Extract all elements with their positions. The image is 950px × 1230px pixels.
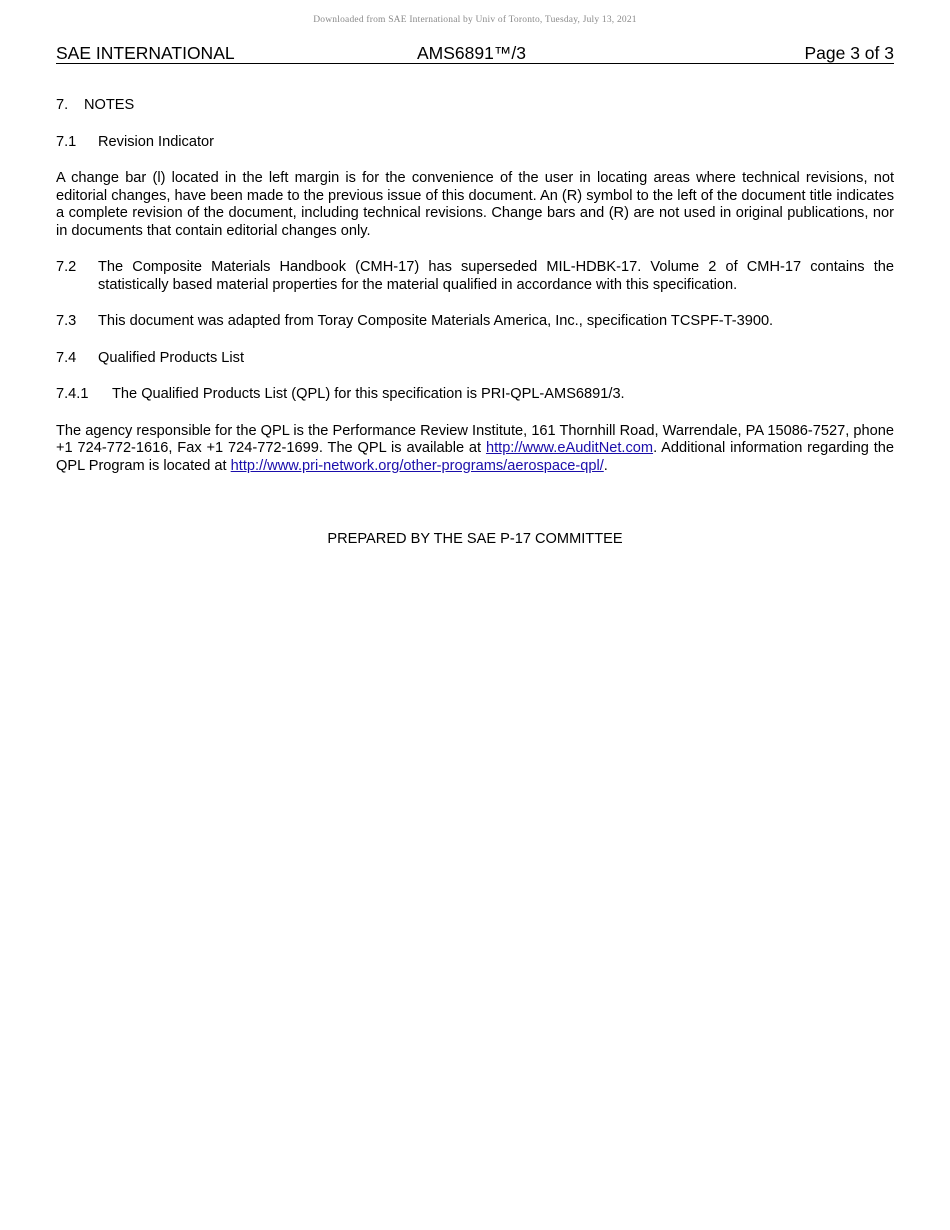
section-7-4-1-paragraph: The Qualified Products List (QPL) for this specification is PRI-QPL-AMS6891/3. (112, 386, 625, 402)
pri-qpl-program-link[interactable]: http://www.pri-network.org/other-programs/aerospace-qpl/ (230, 457, 604, 474)
header-document-number: AMS6891™/3 (417, 43, 526, 63)
agency-text-part-2: . Additional information regarding the QPL Program is located at (56, 440, 894, 474)
page-header (56, 43, 894, 64)
section-7-2-number: 7.2 (56, 259, 77, 275)
section-7-title: NOTES (84, 97, 135, 113)
section-7-1-heading (56, 134, 894, 152)
section-7-4-heading (56, 350, 894, 368)
section-7-number: 7. (56, 97, 69, 113)
section-7-4-1-number: 7.4.1 (56, 386, 89, 402)
section-7-4-title: Qualified Products List (98, 349, 245, 366)
section-7-3-paragraph: This document was adapted from Toray Composite Materials America, Inc., specification TCSPF-T-3900. (98, 313, 774, 329)
section-7-2 (56, 259, 894, 294)
section-7-1-number: 7.1 (56, 133, 77, 150)
header-organization: SAE INTERNATIONAL (56, 43, 235, 63)
section-7-2-paragraph: The Composite Materials Handbook (CMH-17) has superseded MIL-HDBK-17. Volume 2 of CMH-17 contains the statistically based material properties for the material qualified in accordance with this specification. (98, 259, 894, 293)
download-watermark: Downloaded from SAE International by Univ of Toronto, Tuesday, July 13, 2021 (313, 15, 637, 25)
section-7-4-1 (56, 386, 894, 404)
agency-text-part-1: The agency responsible for the QPL is the Performance Review Institute, 161 Thornhill Road, Warrendale, PA 15086-7527, phone +1 724-772-1616, Fax +1 724-772-1699. The QPL is available at (56, 422, 894, 456)
section-7-1-paragraph: A change bar (l) located in the left margin is for the convenience of the user in locating areas where technical revisions, not editorial changes, have been made to the previous issue of this document. An (R) symbol to the left of the document title indicates a complete revision of the document, including technical revisions. Change bars and (R) are not used in original publications, nor in documents that contain editorial changes only. (56, 170, 894, 239)
section-7-1-title: Revision Indicator (98, 133, 214, 150)
document-body (56, 97, 894, 549)
prepared-by-committee: PREPARED BY THE SAE P-17 COMMITTEE (327, 531, 623, 547)
qpl-agency-paragraph (56, 423, 894, 476)
section-7-3-number: 7.3 (56, 313, 77, 329)
header-page-number: Page 3 of 3 (804, 43, 894, 63)
section-7-heading (56, 97, 894, 115)
agency-text-part-3: . (603, 457, 608, 474)
section-7-4-number: 7.4 (56, 349, 77, 366)
eauditnet-link[interactable]: http://www.eAuditNet.com (485, 440, 654, 456)
section-7-3 (56, 313, 894, 331)
